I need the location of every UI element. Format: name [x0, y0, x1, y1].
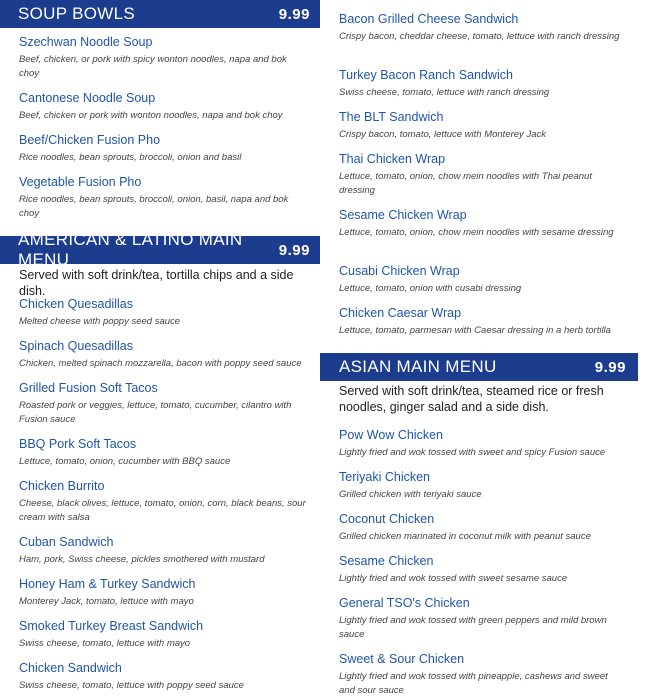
item-description: Chicken, melted spinach mozzarella, bacon with poppy seed sauce	[19, 358, 302, 369]
menu-item	[19, 534, 314, 567]
menu-item	[339, 553, 629, 586]
item-name: Teriyaki Chicken	[339, 470, 431, 484]
item-name: Pow Wow Chicken	[339, 428, 443, 442]
menu-item	[19, 478, 315, 525]
item-description: Crispy bacon, cheddar cheese, tomato, lettuce with ranch dressing	[339, 31, 620, 42]
item-name: Smoked Turkey Breast Sandwich	[19, 619, 204, 633]
section-title: SOUP BOWLS	[18, 4, 135, 23]
menu-item	[339, 427, 629, 460]
menu-item	[19, 132, 309, 165]
item-description: Rice noodles, bean sprouts, broccoli, onion, basil, napa and bok choy	[19, 194, 289, 219]
menu-item	[19, 296, 314, 329]
item-description: Lettuce, tomato, onion, chow mein noodles with sesame dressing	[339, 227, 614, 238]
menu-item	[339, 469, 629, 502]
menu-item	[19, 90, 309, 123]
menu-item	[339, 109, 629, 142]
item-description: Lightly fried and wok tossed with pineapple, cashews and sweet and sour sauce	[339, 671, 608, 696]
item-description: Lightly fried and wok tossed with green peppers and mild brown sauce	[339, 615, 607, 640]
item-name: Vegetable Fusion Pho	[19, 175, 142, 189]
menu-item	[19, 380, 311, 427]
american-latino-header	[0, 230, 320, 269]
item-description: Ham, pork, Swiss cheese, pickles smothered with mustard	[19, 554, 265, 565]
item-description: Swiss cheese, tomato, lettuce with ranch dressing	[339, 87, 550, 98]
menu-item	[19, 34, 309, 81]
item-name: Chicken Sandwich	[19, 661, 122, 675]
menu-item	[339, 511, 629, 544]
asian-main-header	[320, 353, 638, 381]
menu-item	[19, 660, 314, 693]
item-description: Beef, chicken, or pork with spicy wonton noodles, napa and bok choy	[19, 54, 287, 79]
item-name: Chicken Burrito	[19, 479, 105, 493]
item-name: The BLT Sandwich	[339, 110, 444, 124]
item-description: Lettuce, tomato, onion, chow mein noodles with Thai peanut dressing	[339, 171, 592, 196]
menu-item	[19, 576, 314, 609]
item-name: Cusabi Chicken Wrap	[339, 264, 460, 278]
item-name: General TSO's Chicken	[339, 596, 470, 610]
item-name: Cuban Sandwich	[19, 535, 114, 549]
menu-item	[19, 174, 309, 221]
menu-item	[19, 618, 314, 651]
item-description: Swiss cheese, tomato, lettuce with mayo	[19, 638, 191, 649]
item-name: Sesame Chicken Wrap	[339, 208, 467, 222]
item-description: Cheese, black olives, lettuce, tomato, onion, corn, black beans, sour cream with salsa	[19, 498, 306, 523]
item-description: Melted cheese with poppy seed sauce	[19, 316, 181, 327]
menu-item	[19, 436, 314, 469]
item-name: BBQ Pork Soft Tacos	[19, 437, 137, 451]
item-description: Monterey Jack, tomato, lettuce with mayo	[19, 596, 194, 607]
item-description: Swiss cheese, tomato, lettuce with poppy seed sauce	[19, 680, 244, 691]
item-name: Thai Chicken Wrap	[339, 152, 446, 166]
item-description: Crispy bacon, tomato, lettuce with Monterey Jack	[339, 129, 546, 140]
item-name: Sweet & Sour Chicken	[339, 652, 465, 666]
item-name: Chicken Quesadillas	[19, 297, 133, 311]
section-title: AMERICAN & LATINO MAIN MENU	[18, 230, 243, 269]
item-name: Sesame Chicken	[339, 554, 434, 568]
section-intro: Served with soft drink/tea, tortilla chips and a side dish.	[19, 268, 294, 298]
item-name: Grilled Fusion Soft Tacos	[19, 381, 158, 395]
menu-item	[19, 338, 317, 371]
item-description: Lightly fried and wok tossed with sweet sesame sauce	[339, 573, 568, 584]
item-description: Grilled chicken marinated in coconut milk with peanut sauce	[339, 531, 591, 542]
item-name: Spinach Quesadillas	[19, 339, 133, 353]
item-description: Lettuce, tomato, parmesan with Caesar dressing in a herb tortilla	[339, 325, 611, 336]
menu-item	[339, 11, 629, 44]
item-description: Lightly fried and wok tossed with sweet and spicy Fusion sauce	[339, 447, 606, 458]
menu-item	[339, 207, 629, 240]
item-description: Roasted pork or veggies, lettuce, tomato, cucumber, cilantro with Fusion sauce	[19, 400, 292, 425]
item-name: Honey Ham & Turkey Sandwich	[19, 577, 196, 591]
menu-item	[339, 305, 639, 338]
menu-item	[339, 651, 624, 698]
item-description: Lettuce, tomato, onion, cucumber with BBQ sauce	[19, 456, 231, 467]
menu-item	[339, 595, 624, 642]
item-name: Bacon Grilled Cheese Sandwich	[339, 12, 519, 26]
item-description: Grilled chicken with teriyaki sauce	[339, 489, 482, 500]
item-name: Turkey Bacon Ranch Sandwich	[339, 68, 513, 82]
section-intro: Served with soft drink/tea, steamed rice or fresh noodles, ginger salad and a side dish.	[339, 384, 604, 414]
menu-item	[339, 151, 629, 198]
section-title: ASIAN MAIN MENU	[339, 357, 497, 376]
menu-item	[339, 263, 629, 296]
item-name: Beef/Chicken Fusion Pho	[19, 133, 161, 147]
item-name: Coconut Chicken	[339, 512, 435, 526]
item-description: Lettuce, tomato, onion with cusabi dressing	[339, 283, 522, 294]
item-description: Beef, chicken or pork with wonton noodles, napa and bok choy	[19, 110, 283, 121]
item-description: Rice noodles, bean sprouts, broccoli, onion and basil	[19, 152, 242, 163]
item-name: Chicken Caesar Wrap	[339, 306, 462, 320]
section-price: 9.99	[278, 241, 310, 259]
item-name: Szechwan Noodle Soup	[19, 35, 153, 49]
section-price: 9.99	[278, 5, 310, 23]
section-price: 9.99	[594, 358, 626, 376]
soup-bowls-header	[0, 0, 320, 28]
menu-item	[339, 67, 629, 100]
item-name: Cantonese Noodle Soup	[19, 91, 156, 105]
